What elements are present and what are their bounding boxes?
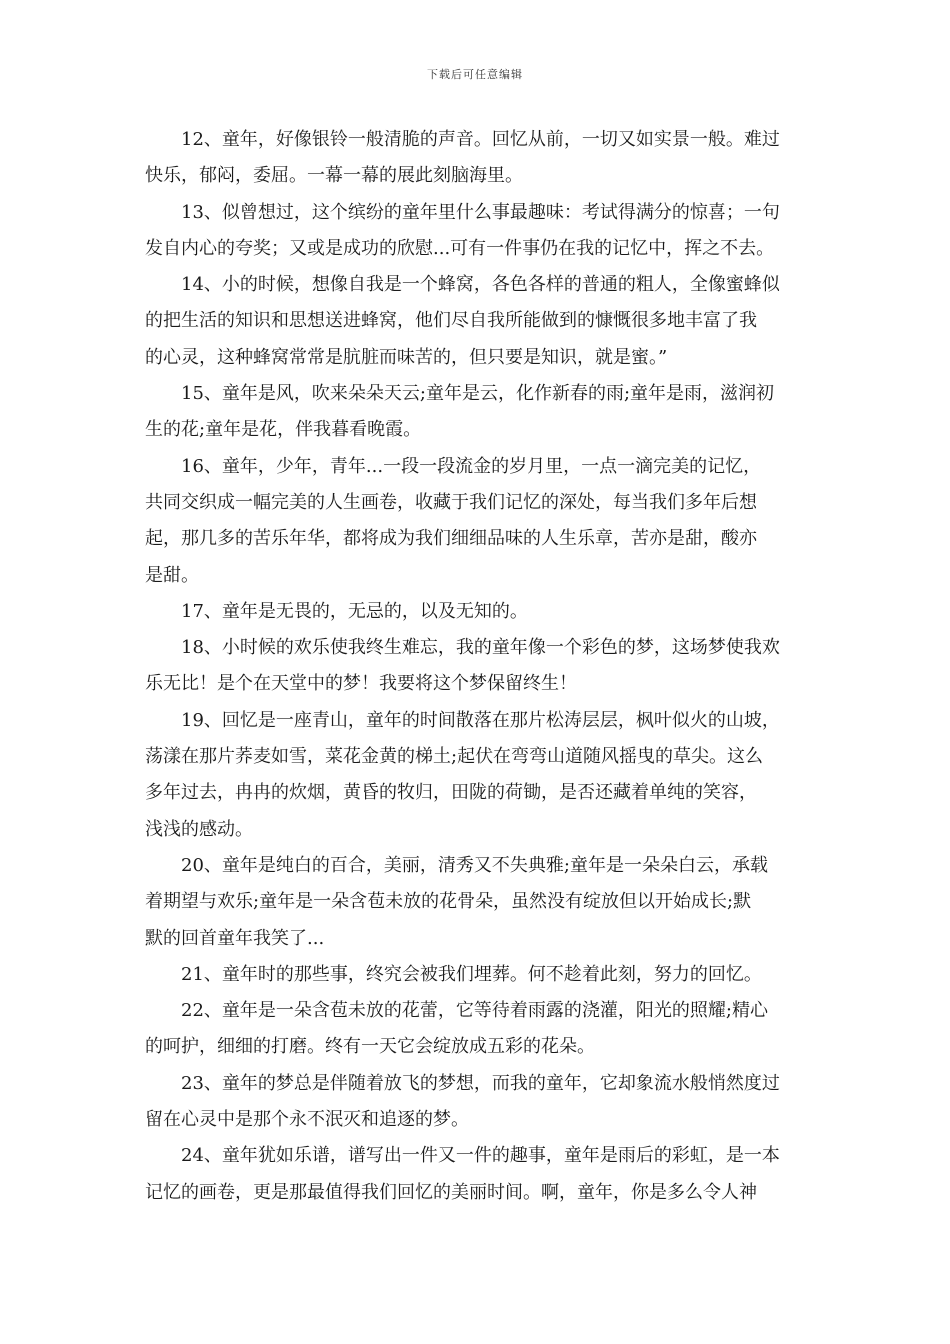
paragraph	[145, 122, 811, 195]
paragraph	[145, 848, 811, 957]
paragraph	[145, 703, 811, 848]
paragraph-line: 17、童年是无畏的，无忌的，以及无知的。	[181, 600, 528, 622]
paragraph-line: 23、童年的梦总是伴随着放飞的梦想，而我的童年，它却象流水般悄然度过	[181, 1072, 780, 1094]
paragraph-line: 20、童年是纯白的百合，美丽，清秀又不失典雅;童年是一朵朵白云，承载	[181, 854, 768, 876]
paragraph-line: 发自内心的夸奖；又或是成功的欣慰...可有一件事仍在我的记忆中，挥之不去。	[145, 237, 775, 259]
paragraph-line: 默的回首童年我笑了...	[145, 927, 325, 949]
paragraph-line: 是甜。	[145, 564, 199, 586]
paragraph-line: 浅浅的感动。	[145, 818, 253, 840]
paragraph-line: 乐无比！是个在天堂中的梦！我要将这个梦保留终生！	[145, 673, 577, 695]
paragraph	[145, 267, 811, 376]
paragraph-line: 16、童年，少年，青年...一段一段流金的岁月里，一点一滴完美的记忆，	[181, 455, 762, 477]
paragraph-line: 22、童年是一朵含苞未放的花蕾，它等待着雨露的浇灌，阳光的照耀;精心	[181, 1000, 768, 1022]
paragraph-line: 着期望与欢乐;童年是一朵含苞未放的花骨朵，虽然没有绽放但以开始成长;默	[145, 891, 752, 913]
paragraph-line: 留在心灵中是那个永不泯灭和追逐的梦。	[145, 1109, 469, 1131]
paragraph-line: 荡漾在那片荞麦如雪，菜花金黄的梯土;起伏在弯弯山道随风摇曳的草尖。这么	[145, 746, 764, 768]
paragraph	[145, 449, 811, 594]
paragraph	[145, 195, 811, 268]
page-header: 下载后可任意编辑	[427, 68, 523, 81]
paragraph-line: 的心灵，这种蜂窝常常是肮脏而味苦的，但只要是知识，就是蜜。”	[145, 346, 668, 368]
paragraph-line: 快乐，郁闷，委屈。一幕一幕的展此刻脑海里。	[145, 165, 523, 187]
paragraph-line: 12、童年，好像银铃一般清脆的声音。回忆从前，一切又如实景一般。难过	[181, 129, 780, 150]
paragraph-line: 19、回忆是一座青山，童年的时间散落在那片松涛层层，枫叶似火的山坡，	[181, 709, 780, 731]
paragraph-line: 记忆的画卷，更是那最值得我们回忆的美丽时间。啊，童年，你是多么令人神	[145, 1181, 757, 1203]
paragraph-line: 14、小的时候，想像自我是一个蜂窝，各色各样的普通的粗人，全像蜜蜂似	[181, 274, 780, 296]
paragraph	[145, 376, 811, 449]
paragraph-line: 生的花;童年是花，伴我暮看晚霞。	[145, 419, 422, 441]
paragraph	[145, 993, 811, 1066]
paragraph-line: 21、童年时的那些事，终究会被我们埋葬。何不趁着此刻，努力的回忆。	[181, 963, 762, 985]
paragraph	[145, 957, 811, 993]
paragraph-line: 15、童年是风，吹来朵朵天云;童年是云，化作新春的雨;童年是雨，滋润初	[181, 383, 775, 405]
paragraph-line: 的把生活的知识和思想送进蜂窝，他们尽自我所能做到的慷慨很多地丰富了我	[145, 310, 757, 332]
paragraph-line: 起，那几多的苦乐年华，都将成为我们细细品味的人生乐章，苦亦是甜，酸亦	[145, 528, 757, 550]
paragraph-line: 多年过去，冉冉的炊烟，黄昏的牧归，田陇的荷锄，是否还藏着单纯的笑容，	[145, 782, 757, 804]
paragraph-line: 18、小时候的欢乐使我终生难忘，我的童年像一个彩色的梦，这场梦使我欢	[181, 637, 780, 659]
paragraph-line: 共同交织成一幅完美的人生画卷，收藏于我们记忆的深处，每当我们多年后想	[145, 491, 757, 513]
document-body	[145, 122, 811, 1211]
paragraph	[145, 1138, 811, 1211]
paragraph-line: 的呵护，细细的打磨。终有一天它会绽放成五彩的花朵。	[145, 1036, 595, 1058]
paragraph	[145, 1066, 811, 1139]
paragraph	[145, 630, 811, 703]
paragraph	[145, 594, 811, 630]
paragraph-line: 24、童年犹如乐谱，谱写出一件又一件的趣事，童年是雨后的彩虹，是一本	[181, 1145, 780, 1167]
paragraph-line: 13、似曾想过，这个缤纷的童年里什么事最趣味：考试得满分的惊喜；一句	[181, 201, 780, 223]
